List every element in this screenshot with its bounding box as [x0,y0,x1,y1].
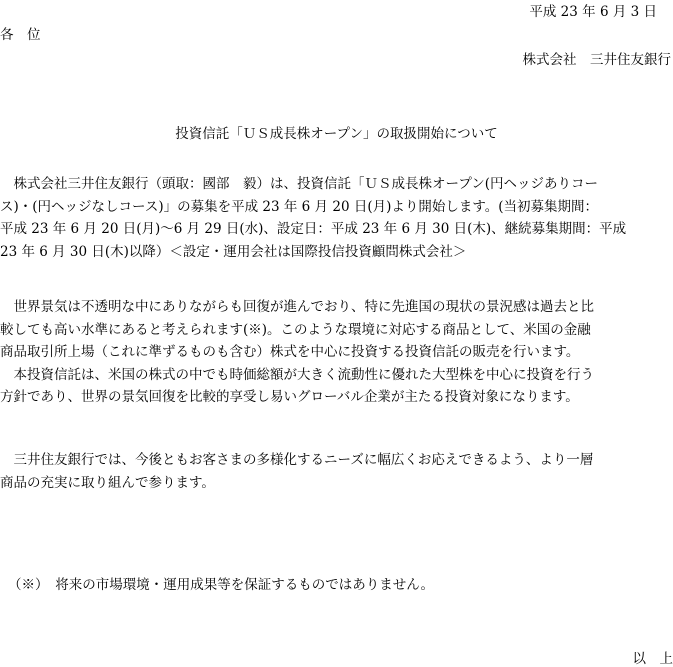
paragraph-line: 平成 23 年 6 月 20 日(月)～6 月 29 日(水)、設定日：平成 23 年 6 月 30 日(木)、継続募集期間：平成 [0,218,672,241]
paragraph-background [0,296,672,409]
paragraph-line: 商品の充実に取り組んで参ります。 [0,472,672,495]
document-title: 投資信託「ＵＳ成長株オープン」の取扱開始について [0,122,673,142]
paragraph-line: 較しても高い水準にあると考えられます(※)。このような環境に対応する商品として、米国の金融 [0,319,672,342]
paragraph-line: 方針であり、世界の景気回復を比較的享受し易いグローバル企業が主たる投資対象になります。 [0,386,672,409]
closing-mark: 以 上 [633,647,673,667]
document-date: 平成 23 年 6 月 3 日 [529,0,657,20]
paragraph-line: ス)・(円ヘッジなしコース)」の募集を平成 23 年 6 月 20 日(月)より開始します。(当初募集期間： [0,196,672,219]
addressee: 各 位 [0,23,41,43]
paragraph-line: 株式会社三井住友銀行（頭取：國部 毅）は、投資信託「ＵＳ成長株オープン(円ヘッジありコー [0,173,672,196]
paragraph-announcement [0,173,672,263]
issuer-name: 株式会社 三井住友銀行 [523,48,672,68]
footnote: （※） 将来の市場環境・運用成果等を保証するものではありません。 [8,573,434,593]
paragraph-line: 三井住友銀行では、今後ともお客さまの多様化するニーズに幅広くお応えできるよう、より一層 [0,449,672,472]
paragraph-closing-statement [0,449,672,494]
paragraph-line: 23 年 6 月 30 日(木)以降）＜設定・運用会社は国際投信投資顧問株式会社＞ [0,241,672,264]
paragraph-line: 本投資信託は、米国の株式の中でも時価総額が大きく流動性に優れた大型株を中心に投資を行う [0,364,672,387]
paragraph-line: 世界景気は不透明な中にありながらも回復が進んでおり、特に先進国の現状の景況感は過去と比 [0,296,672,319]
paragraph-line: 商品取引所上場（これに準ずるものも含む）株式を中心に投資する投資信託の販売を行います。 [0,341,672,364]
